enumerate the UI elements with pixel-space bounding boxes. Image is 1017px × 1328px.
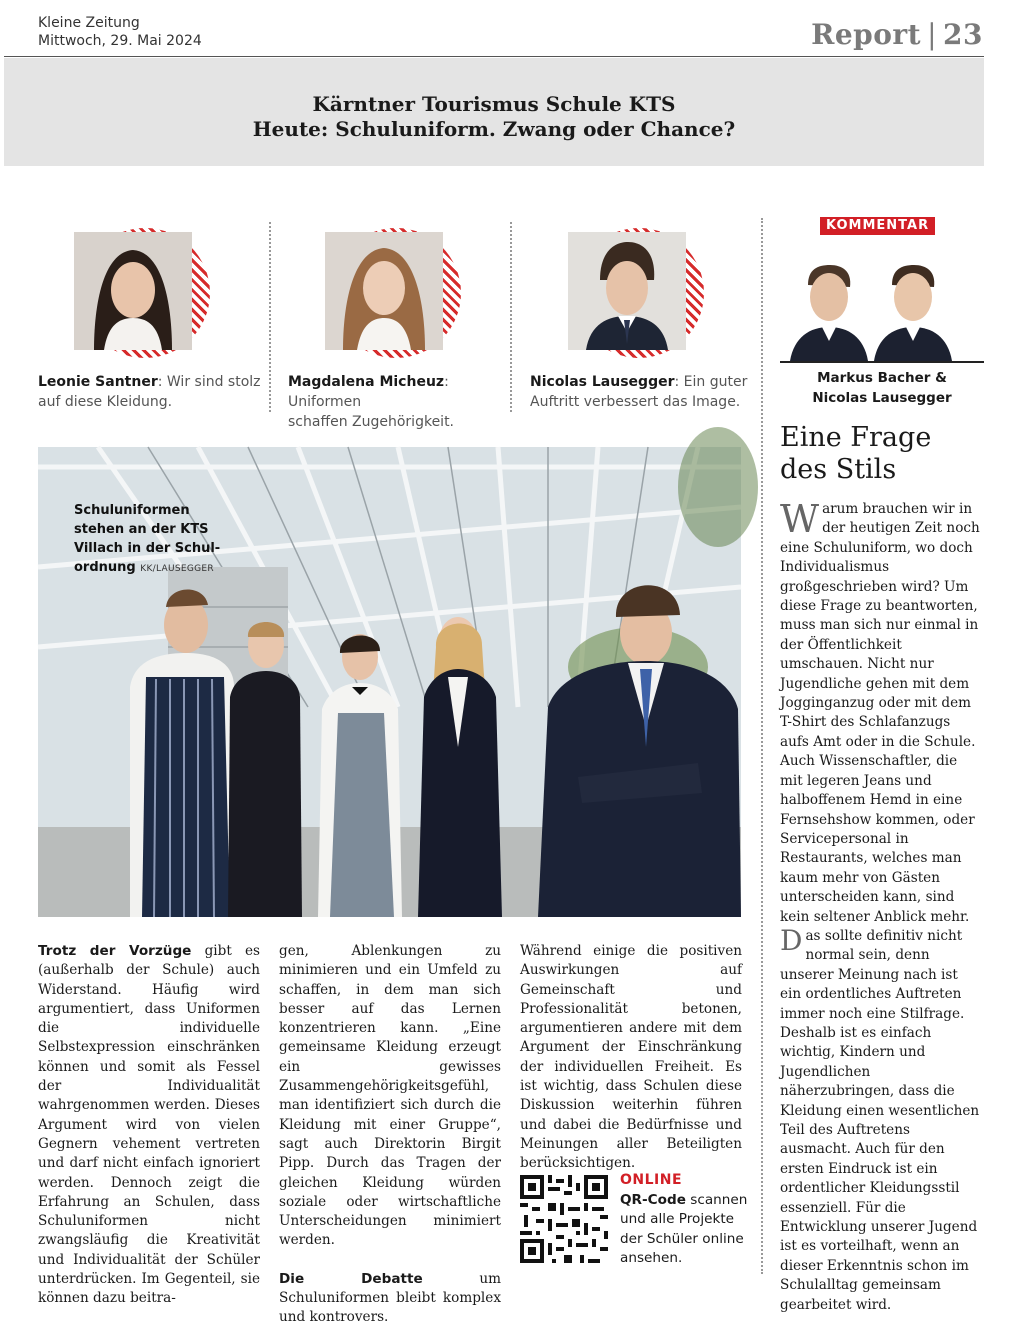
- portrait-photo-magdalena: [325, 232, 443, 350]
- header-line-2: Heute: Schuluniform. Zwang oder Chance?: [252, 117, 736, 141]
- qr-code-label: QR-Code: [620, 1192, 686, 1208]
- kommentar-badge: KOMMENTAR: [820, 217, 935, 235]
- portrait-photo-leonie: [74, 232, 192, 350]
- kommentar-paragraph: Warum brauchen wir in der heutigen Zeit noch eine Schuluniform, wo doch Individualismus großgeschrieben wird? Um diese Frage zu beantworten, muss man sich nur einmal in der Öffentlichkeit umschauen. Nicht nur Jugendliche gehen mit dem Jogginganzug oder mit dem T-Shirt des Schlafanzugs aufs Amt oder in die Schule. Auch Wissenschaftler, die mit legeren Jeans und halboffenem Hemd in eine Fernsehshow kommen, oder Servicepersonal in Restaurants, welches man kaum mehr von Gästen unterscheiden kann, sind kein seltener Anblick mehr.: [780, 497, 980, 925]
- section-page-label: Report | 23: [811, 18, 983, 51]
- lead-in: Trotz der Vorzüge: [38, 943, 192, 959]
- kommentar-body: [780, 497, 980, 1315]
- column-separator: [510, 222, 512, 412]
- kommentar-paragraph: Das sollte definitiv nicht normal sein, denn unserer Meinung nach ist ein ordentliches Auftreten immer noch eine Stilfrage. Deshalb ist es einfach wichtig, Kindern und Jugendlichen näherzubringen, dass die Kleidung einen wesentlichen Teil des Auftretens ausmacht. Auch für den ersten Eindruck ist ein ordentlicher Kleidungsstil essenziell. Für die Entwicklung unserer Jugend ist es vorteilhaft, wenn an dieser Erkenntnis schon im Schulalltag gemeinsam gearbeitet wird.: [780, 923, 980, 1313]
- publication-date: Mittwoch, 29. Mai 2024: [38, 33, 202, 49]
- portrait-name: Magdalena Micheuz: [288, 374, 445, 390]
- portrait-quote-2: Magdalena Micheuz: Uniformen schaffen Zugehörigkeit.: [288, 374, 455, 430]
- photo-credit: KK/LAUSEGGER: [140, 564, 214, 574]
- drop-cap: W: [780, 497, 820, 541]
- drop-cap: D: [780, 923, 803, 957]
- kommentar-authors-photo: [780, 245, 984, 363]
- article-column-3: Während einige die positiven Auswirkungen auf Gemeinschaft und Professionalität betonen, argumentieren andere mit dem Argument der Einschränkung der individuellen Freiheit. Es ist wichtig, dass Schulen diese Diskussion weiterhin führen und dabei die Bedürfnisse und Meinungen aller Beteiligten berücksichtigen.: [520, 943, 742, 1172]
- online-text: QR-Code scannen und alle Projekte der Schüler online ansehen.: [620, 1192, 748, 1266]
- article-column-2: gen, Ablenkungen zu minimieren und ein Umfeld zu schaffen, in dem man sich besser auf das Lernen konzentrieren kann. „Eine gemeinsame Kleidung erzeugt ein gewisses Zusammengehörigkeitsgefühl, man identifiziert sich durch die Kleidung mit einer Gruppe“, sagt auch Direktorin Birgit Pipp. Durch das Tragen der gleichen Kleidung würden soziale oder wirtschaftliche Unterscheidungen minimiert werden. Die Debatte um Schuluniformen bleibt komplex und kontrovers.: [279, 942, 501, 1328]
- portrait-quote-3: Nicolas Lausegger: Ein guter Auftritt verbessert das Image.: [530, 374, 748, 410]
- portrait-quote-1: Leonie Santner: Wir sind stolz auf diese Kleidung.: [38, 374, 261, 410]
- article-column-1: Trotz der Vorzüge gibt es (außerhalb der Schule) auch Widerstand. Häufig wird argumentiert, dass Uniformen die individuelle Selbstexpression einschränken können und somit als Fessel der Individualität wahrgenommen werden. Dieses Argument wird von vielen Gegnern vehement vertreten und darf nicht einfach ignoriert werden. Dennoch zeigt die Erfahrung an Schulen, dass Schuluniformen nicht zwangsläufig die Kreativität und Individualität der Schüler unterdrücken. Im Gegenteil, sie können dazu beitra-: [38, 943, 260, 1307]
- portrait-name: Leonie Santner: [38, 374, 158, 390]
- online-label: ONLINE: [620, 1172, 683, 1188]
- header-title: [4, 92, 984, 142]
- kommentar-headline: Eine Frage des Stils: [780, 422, 932, 485]
- page-number: 23: [943, 18, 983, 51]
- masthead-rule: [4, 56, 984, 57]
- kommentar-separator: [761, 218, 763, 1274]
- portrait-name: Nicolas Lausegger: [530, 374, 675, 390]
- section-name: Report: [811, 18, 922, 51]
- header-line-1: Kärntner Tourismus Schule KTS: [312, 92, 676, 116]
- masthead-info: [38, 14, 202, 50]
- portrait-photo-nicolas: [568, 232, 686, 350]
- qr-code[interactable]: [520, 1175, 608, 1263]
- kommentar-authors: Markus Bacher & Nicolas Lausegger: [812, 370, 952, 406]
- article-paragraph: Die Debatte um Schuluniformen bleibt komplex und kontrovers.: [279, 1270, 501, 1326]
- publication-name: Kleine Zeitung: [38, 15, 140, 31]
- header-band: [4, 58, 984, 166]
- photo-caption: Schuluniformen stehen an der KTS Villach in der Schul- ordnung KK/LAUSEGGER: [74, 503, 221, 575]
- column-separator: [269, 222, 271, 412]
- lead-in: Die Debatte: [279, 1270, 423, 1287]
